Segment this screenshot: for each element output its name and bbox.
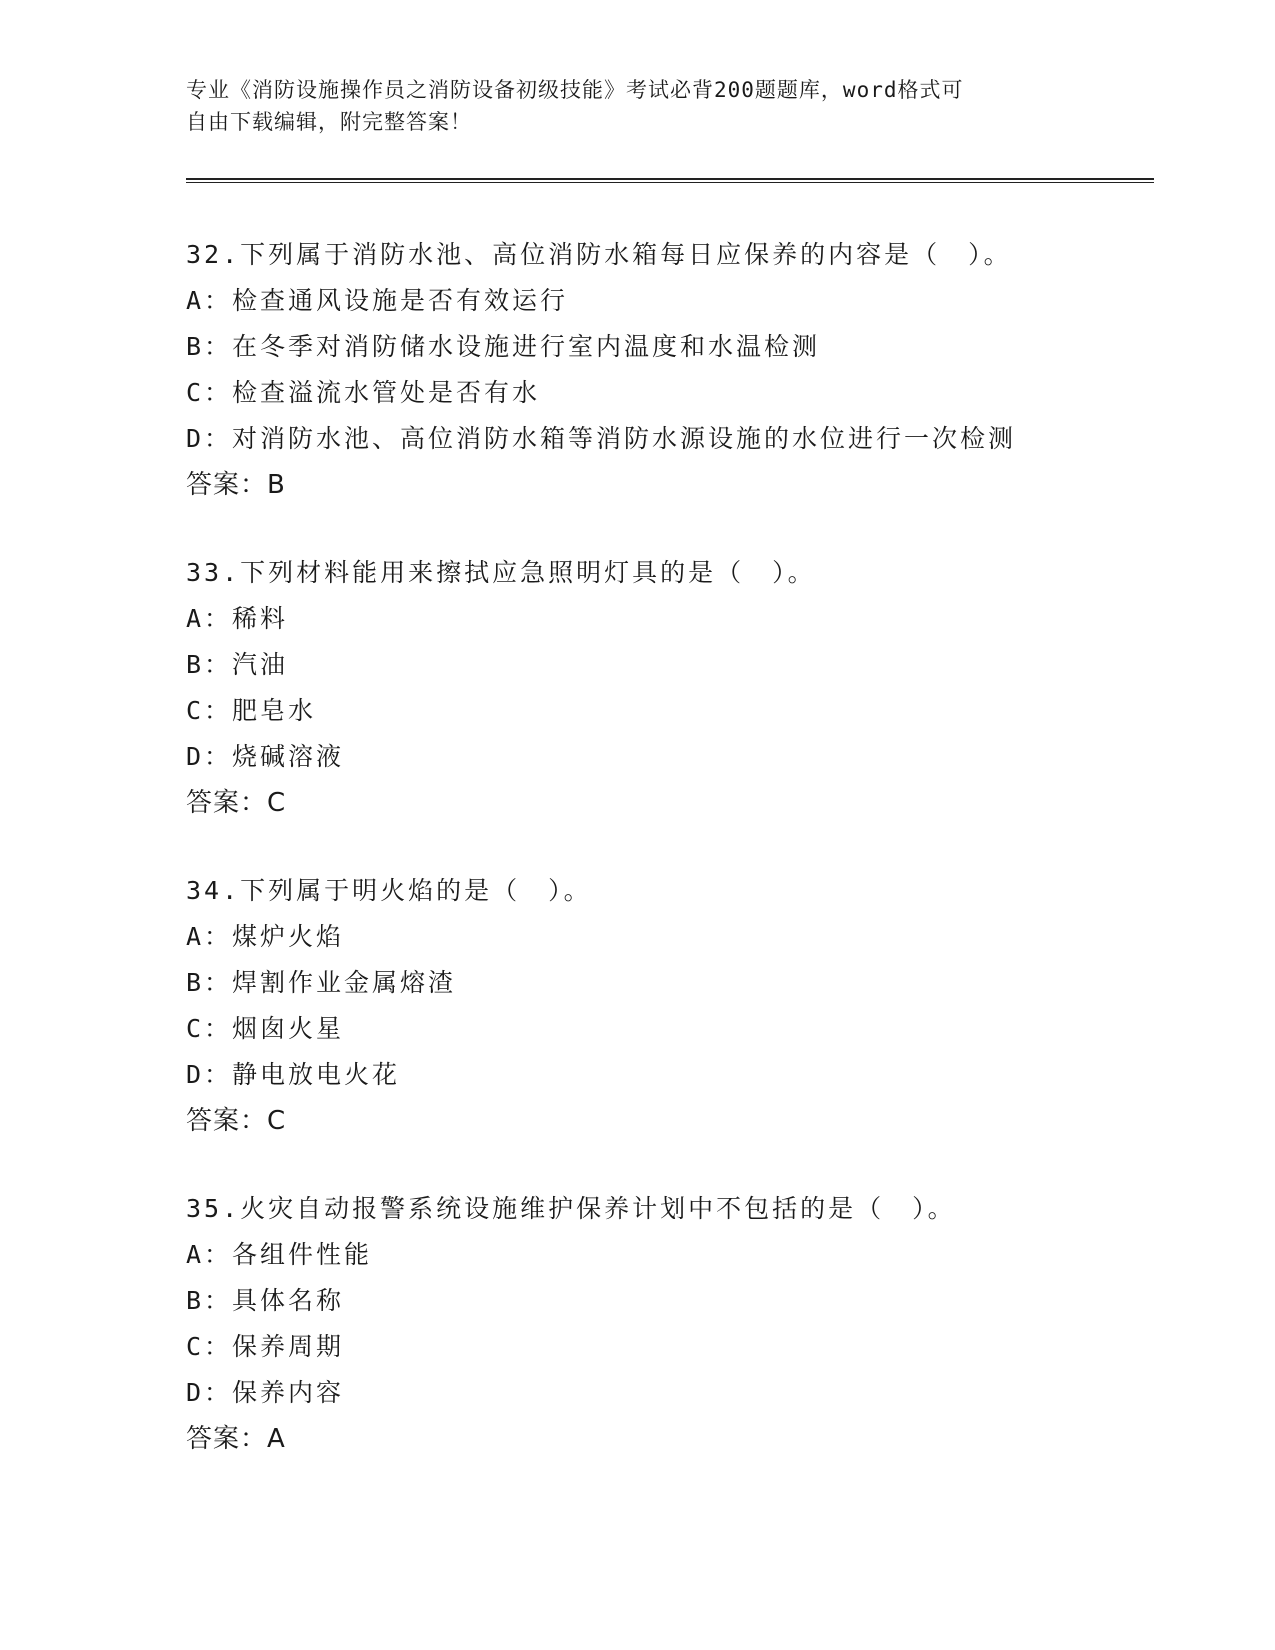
question-stem: 32.下列属于消防水池、高位消防水箱每日应保养的内容是（ ）。 [186,240,1012,269]
header-line-2: 自由下载编辑，附完整答案！ [186,110,472,134]
header-divider [186,178,1154,183]
option-a: A：煤炉火焰 [186,922,345,951]
option-a: A：检查通风设施是否有效运行 [186,286,569,315]
answer: 答案：C [186,788,287,818]
answer: 答案：C [186,1106,287,1136]
question-stem: 33.下列材料能用来擦拭应急照明灯具的是（ ）。 [186,558,816,587]
option-b: B：具体名称 [186,1286,345,1315]
option-d: D：烧碱溶液 [186,742,345,771]
answer: 答案：B [186,470,286,500]
option-b: B：焊割作业金属熔渣 [186,968,457,997]
option-d: D：对消防水池、高位消防水箱等消防水源设施的水位进行一次检测 [186,424,1017,453]
question-35 [186,1186,1146,1462]
option-a: A：稀料 [186,604,289,633]
question-stem: 35.火灾自动报警系统设施维护保养计划中不包括的是（ ）。 [186,1194,956,1223]
question-stem: 34.下列属于明火焰的是（ ）。 [186,876,592,905]
document-header [186,74,1086,138]
option-c: C：肥皂水 [186,696,317,725]
option-b: B：汽油 [186,650,289,679]
option-b: B：在冬季对消防储水设施进行室内温度和水温检测 [186,332,821,361]
answer: 答案：A [186,1424,286,1454]
option-a: A：各组件性能 [186,1240,373,1269]
option-c: C：保养周期 [186,1332,345,1361]
header-line-1: 专业《消防设施操作员之消防设备初级技能》考试必背200题题库，word格式可 [186,78,964,102]
question-33 [186,550,1146,826]
option-d: D：保养内容 [186,1378,345,1407]
option-d: D：静电放电火花 [186,1060,401,1089]
question-32 [186,232,1146,508]
option-c: C：检查溢流水管处是否有水 [186,378,541,407]
option-c: C：烟囱火星 [186,1014,345,1043]
question-34 [186,868,1146,1144]
